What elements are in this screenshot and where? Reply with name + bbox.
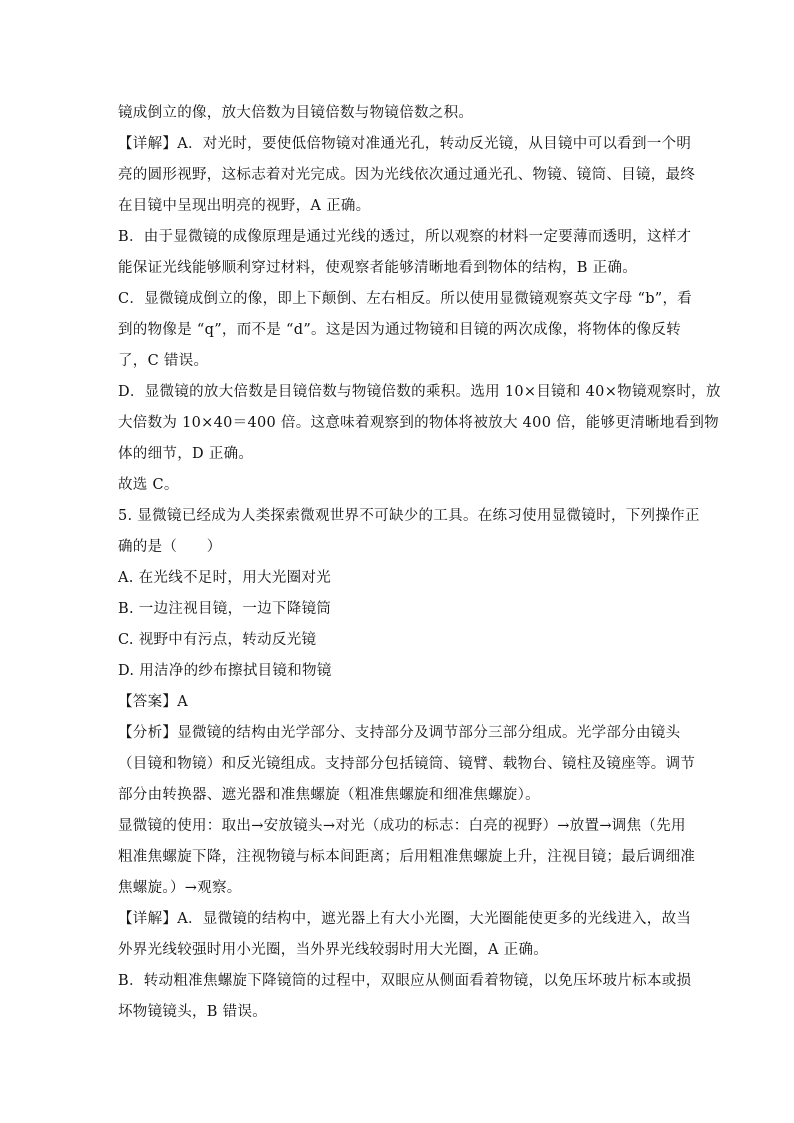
- document-body: [118, 98, 721, 1028]
- text-line: 【详解】A．对光时，要使低倍物镜对准通光孔，转动反光镜，从目镜中可以看到一个明: [118, 136, 692, 152]
- analysis-line: （目镜和物镜）和反光镜组成。支持部分包括镜筒、镜臂、载物台、镜柱及镜座等。调节: [118, 756, 696, 772]
- question-stem: 确的是（ ）: [118, 539, 222, 555]
- detail-line: 【详解】A．显微镜的结构中，遮光器上有大小光圈，大光圈能使更多的光线进入，故当: [118, 911, 692, 927]
- analysis-line: 粗准焦螺旋下降，注视物镜与标本间距离；后用粗准焦螺旋上升，注视目镜；最后调细准: [118, 849, 696, 865]
- text-line: 体的细节，D 正确。: [118, 446, 254, 462]
- option-a: A. 在光线不足时，用大光圈对光: [118, 570, 331, 586]
- analysis-line: 【分析】显微镜的结构由光学部分、支持部分及调节部分三部分组成。光学部分由镜头: [118, 725, 681, 741]
- detail-line: B．转动粗准焦螺旋下降镜筒的过程中，双眼应从侧面看着物镜，以免压坏玻片标本或损: [118, 973, 692, 989]
- text-line: 镜成倒立的像，放大倍数为目镜倍数与物镜倍数之积。: [118, 105, 474, 121]
- text-line: C．显微镜成倒立的像，即上下颠倒、左右相反。所以使用显微镜观察英文字母 “b”，看: [118, 291, 693, 307]
- detail-line: 外界光线较强时用小光圈，当外界光线较弱时用大光圈，A 正确。: [118, 942, 549, 958]
- text-line: 大倍数为 10×40＝400 倍。这意味着观察到的物体将被放大 400 倍，能够更清晰地看到物: [118, 415, 719, 431]
- text-line: 能保证光线能够顺利穿过材料，使观察者能够清晰地看到物体的结构，B 正确。: [118, 260, 638, 276]
- text-line: D．显微镜的放大倍数是目镜倍数与物镜倍数的乘积。选用 10×目镜和 40×物镜观察时，放: [118, 384, 721, 400]
- text-line: 了，C 错误。: [118, 353, 209, 369]
- text-line: B．由于显微镜的成像原理是通过光线的透过，所以观察的材料一定要薄而透明，这样才: [118, 229, 692, 245]
- detail-line: 坏物镜镜头，B 错误。: [118, 1004, 268, 1020]
- question-stem: 5. 显微镜已经成为人类探索微观世界不可缺少的工具。在练习使用显微镜时，下列操作正: [118, 508, 700, 524]
- option-b: B. 一边注视目镜，一边下降镜筒: [118, 601, 332, 617]
- text-line: 故选 C。: [118, 477, 179, 493]
- option-c: C. 视野中有污点，转动反光镜: [118, 632, 317, 648]
- answer-line: 【答案】A: [118, 694, 188, 710]
- text-line: 亮的圆形视野，这标志着对光完成。因为光线依次通过通光孔、物镜、镜筒、目镜，最终: [118, 167, 696, 183]
- analysis-line: 部分由转换器、遮光器和准焦螺旋（粗准焦螺旋和细准焦螺旋）。: [118, 787, 540, 803]
- analysis-line: 焦螺旋。）→观察。: [118, 880, 242, 896]
- analysis-line: 显微镜的使用：取出→安放镜头→对光（成功的标志：白亮的视野）→放置→调焦（先用: [118, 818, 686, 834]
- text-line: 到的物像是 “q”，而不是 “d”。这是因为通过物镜和目镜的两次成像，将物体的像反转: [118, 322, 682, 338]
- text-line: 在目镜中呈现出明亮的视野，A 正确。: [118, 198, 371, 214]
- option-d: D. 用洁净的纱布擦拭目镜和物镜: [118, 663, 332, 679]
